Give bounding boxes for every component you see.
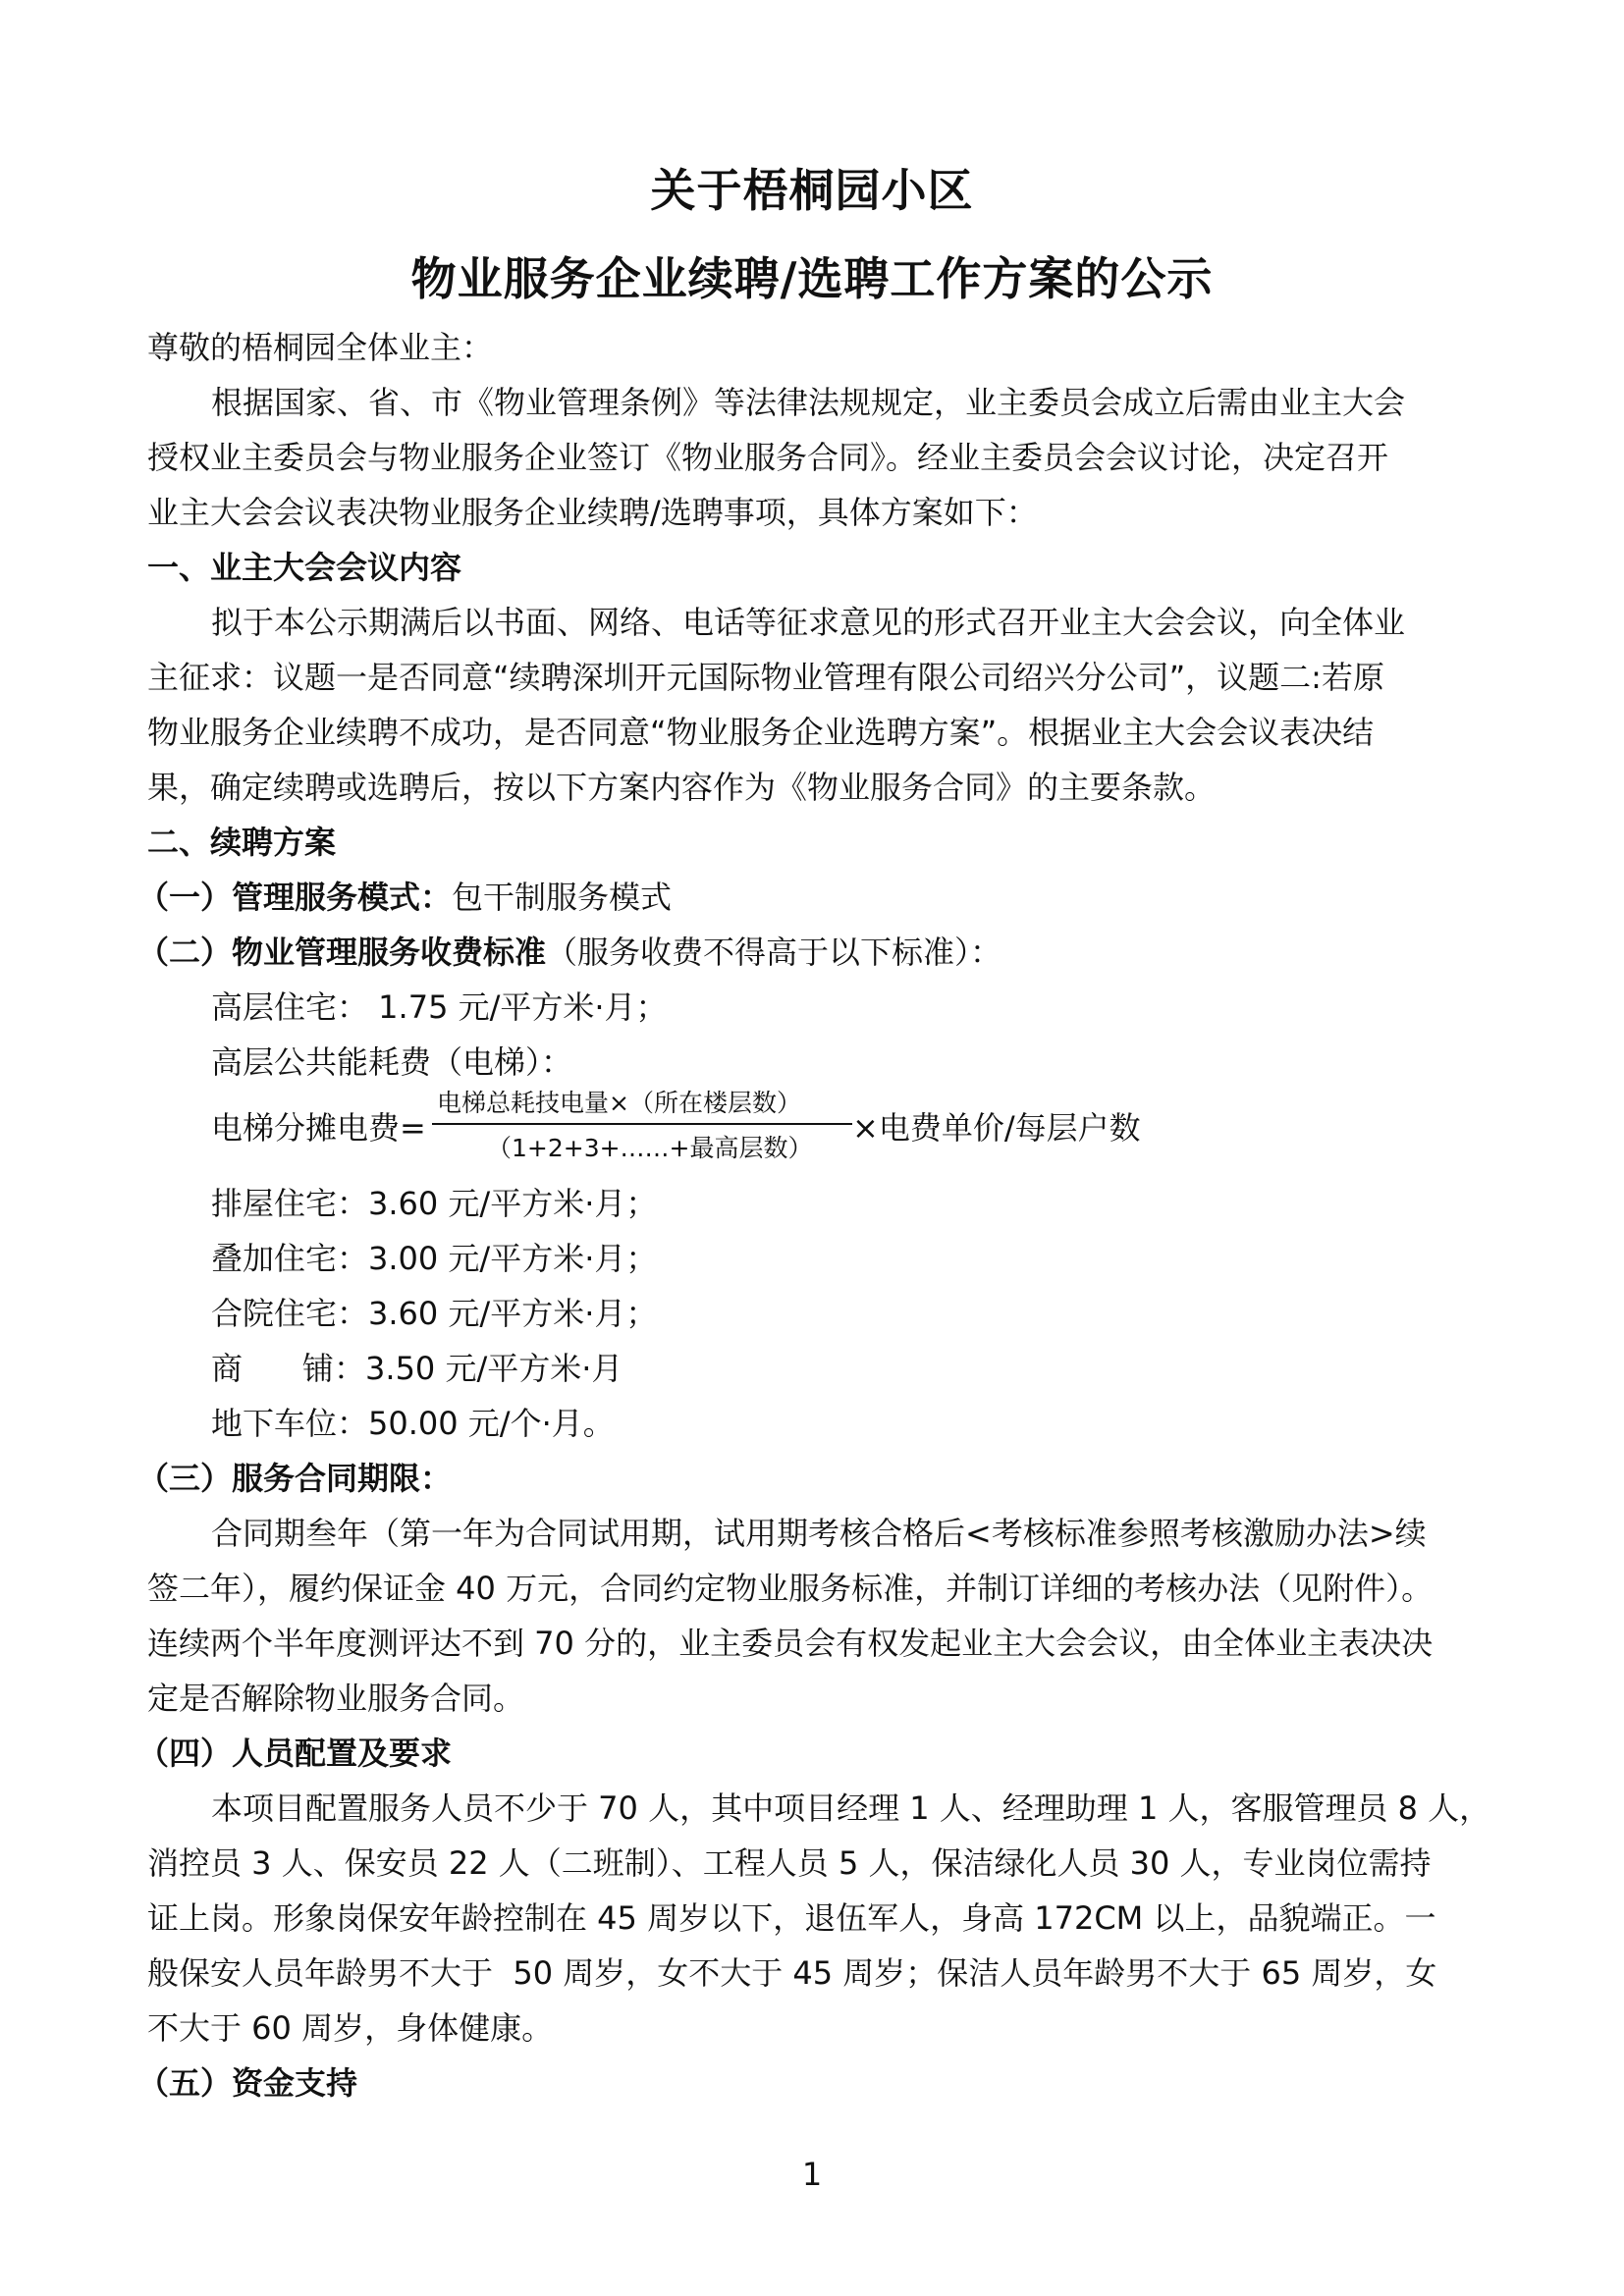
term-line: 定是否解除物业服务合同。 [147, 1680, 525, 1717]
intro-line: 业主大会会议表决物业服务企业续聘/选聘事项，具体方案如下： [147, 494, 1038, 531]
greeting: 尊敬的梧桐园全体业主： [147, 329, 494, 366]
fee-high-rise: 高层住宅： 1.75 元/平方米·月； [211, 988, 668, 1026]
staff-heading: （四）人员配置及要求 [137, 1735, 453, 1772]
fee-line [137, 933, 1473, 972]
title-line-2: 物业服务企业续聘/选聘工作方案的公示 [410, 252, 1214, 305]
fee-shop: 商 铺：3.50 元/平方米·月 [211, 1350, 623, 1387]
staff-line: 消控员 3 人、保安员 22 人（二班制）、工程人员 5 人，保洁绿化人员 30 人，专业岗位需持 [147, 1844, 1432, 1882]
intro-line: 授权业主委员会与物业服务企业签订《物业服务合同》。经业主委员会会议讨论，决定召开 [147, 439, 1389, 476]
fee-label: （二）物业管理服务收费标准 [137, 934, 547, 971]
mode-value: 包干制服务模式 [452, 879, 673, 916]
elevator-formula-numerator: 电梯总耗技电量×（所在楼层数） [437, 1089, 801, 1117]
term-line: 签二年），履约保证金 40 万元，合同约定物业服务标准，并制订详细的考核办法（见附件）。 [147, 1570, 1434, 1607]
section1-line: 主征求：议题一是否同意“续聘深圳开元国际物业管理有限公司绍兴分公司”，议题二:若原 [147, 659, 1384, 696]
fraction-bar [432, 1123, 852, 1125]
section1-line: 拟于本公示期满后以书面、网络、电话等征求意见的形式召开业主大会会议，向全体业 [211, 604, 1406, 641]
staff-line: 证上岗。形象岗保安年龄控制在 45 周岁以下，退伍军人，身高 172CM 以上，品貌端正。一 [147, 1899, 1436, 1937]
section2-heading: 二、续聘方案 [147, 824, 337, 861]
section1-heading: 一、业主大会会议内容 [147, 549, 462, 586]
staff-line: 不大于 60 周岁，身体健康。 [147, 2009, 554, 2047]
fee-row-house: 排屋住宅：3.60 元/平方米·月； [211, 1185, 658, 1222]
term-line: 合同期叁年（第一年为合同试用期，试用期考核合格后<考核标准参照考核激励办法>续 [211, 1515, 1427, 1552]
title-line-1: 关于梧桐园小区 [650, 164, 974, 217]
elevator-formula-suffix: ×电费单价/每层户数 [852, 1109, 1141, 1147]
mode-line [137, 878, 1473, 917]
fee-note: （服务收费不得高于以下标准）： [546, 934, 1002, 971]
fee-elevator-title: 高层公共能耗费（电梯）： [211, 1043, 573, 1081]
fee-courtyard: 合院住宅：3.60 元/平方米·月； [211, 1295, 658, 1332]
mode-label: （一）管理服务模式： [137, 879, 453, 916]
fee-parking: 地下车位：50.00 元/个·月。 [211, 1405, 615, 1442]
elevator-formula-prefix: 电梯分摊电费= [211, 1109, 426, 1147]
staff-line: 般保安人员年龄男不大于 50 周岁，女不大于 45 周岁；保洁人员年龄男不大于 65 周岁，女 [147, 1954, 1437, 1992]
section1-line: 物业服务企业续聘不成功，是否同意“物业服务企业选聘方案”。根据业主大会会议表决结 [147, 714, 1375, 751]
elevator-formula-denominator: （1+2+3+……+最高层数） [487, 1134, 813, 1162]
term-line: 连续两个半年度测评达不到 70 分的，业主委员会有权发起业主大会会议，由全体业主表决决 [147, 1625, 1434, 1662]
term-heading: （三）服务合同期限： [137, 1460, 453, 1497]
staff-line: 本项目配置服务人员不少于 70 人，其中项目经理 1 人、经理助理 1 人，客服管理员 8 人， [211, 1789, 1491, 1827]
section1-line: 果，确定续聘或选聘后，按以下方案内容作为《物业服务合同》的主要条款。 [147, 769, 1217, 806]
intro-line: 根据国家、省、市《物业管理条例》等法律法规规定，业主委员会成立后需由业主大会 [211, 384, 1406, 421]
page-number: 1 [801, 2156, 823, 2193]
fee-stacked: 叠加住宅：3.00 元/平方米·月； [211, 1240, 658, 1277]
funding-heading: （五）资金支持 [137, 2064, 358, 2102]
